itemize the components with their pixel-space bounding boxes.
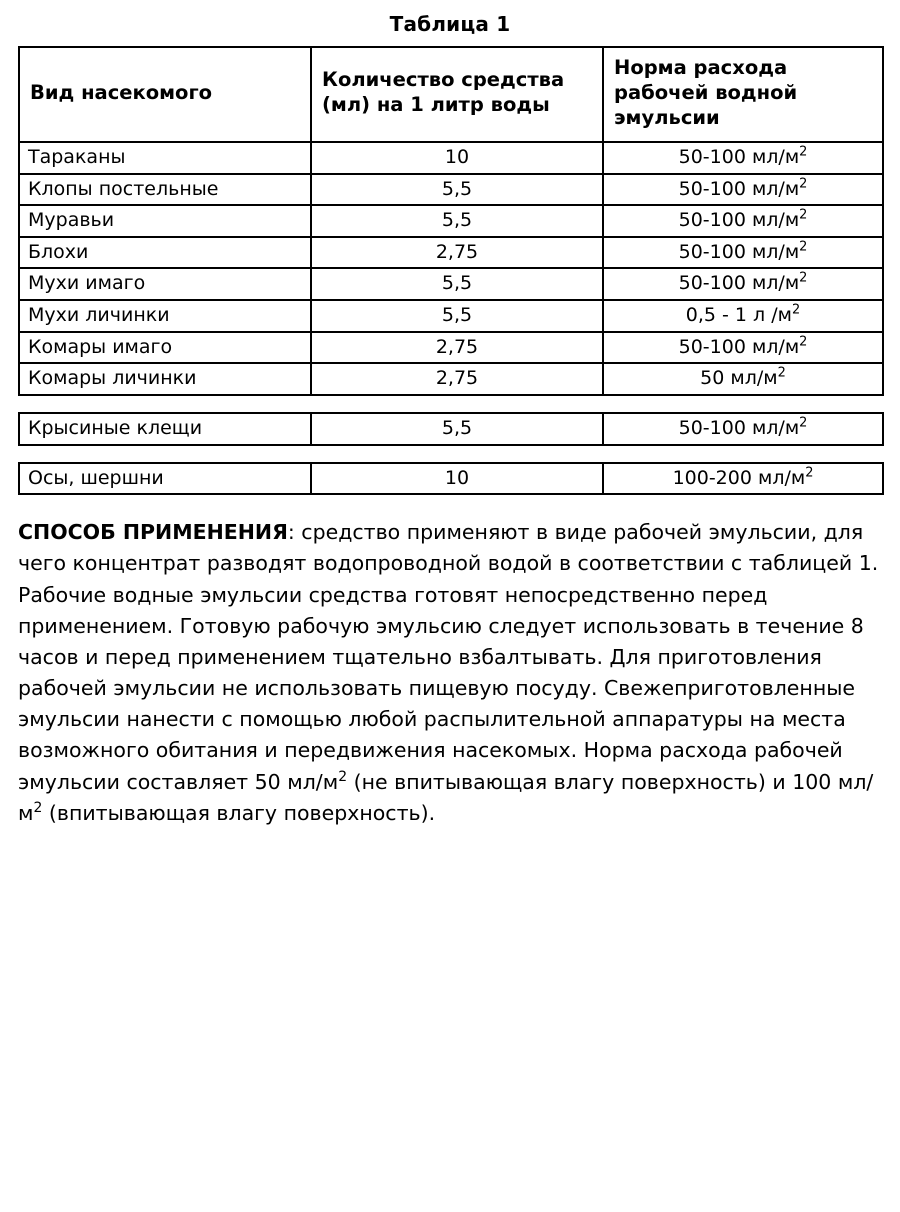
cell-rate [603,142,883,174]
cell-insect: Осы, шершни [19,463,311,495]
cell-rate [603,174,883,206]
cell-insect: Блохи [19,237,311,269]
cell-rate-text: 0,5 - 1 л /м [685,304,792,327]
cell-amount: 2,75 [311,332,603,364]
cell-rate-sup: 2 [799,144,808,160]
table-row [19,268,883,300]
cell-rate-sup: 2 [805,465,814,481]
cell-rate-text: 50-100 мл/м [678,177,800,200]
cell-rate-sup: 2 [799,415,808,431]
cell-rate-sup: 2 [799,207,808,223]
cell-insect: Мухи имаго [19,268,311,300]
table-row [19,363,883,395]
usage-text-3: (впитывающая влагу поверхность). [42,800,436,825]
cell-rate-sup: 2 [799,176,808,192]
table-row [19,142,883,174]
cell-amount: 5,5 [311,268,603,300]
column-header-insect: Вид насекомого [19,47,311,142]
cell-insect: Комары личинки [19,363,311,395]
cell-rate-text: 50-100 мл/м [678,416,800,439]
document-page [0,12,900,1212]
cell-rate-sup: 2 [777,366,786,382]
cell-rate-text: 50-100 мл/м [678,209,800,232]
table-group-separator [19,395,883,413]
usage-text-2: (не впитывающая влагу поверхность) и 100 мл/м [18,769,874,825]
cell-amount: 2,75 [311,237,603,269]
usage-heading: СПОСОБ ПРИМЕНЕНИЯ [18,520,288,545]
cell-rate-text: 50-100 мл/м [678,335,800,358]
cell-rate [603,463,883,495]
cell-rate-sup: 2 [799,334,808,350]
cell-rate-text: 100-200 мл/м [672,466,806,489]
cell-rate [603,268,883,300]
table-head [19,47,883,142]
cell-insect: Мухи личинки [19,300,311,332]
usage-sup-1: 2 [338,768,348,785]
cell-rate-sup: 2 [791,302,801,318]
cell-rate [603,332,883,364]
table-header-row [19,47,883,142]
cell-rate-sup: 2 [799,271,808,287]
cell-insect: Клопы постельные [19,174,311,206]
cell-amount: 10 [311,142,603,174]
table-row [19,332,883,364]
column-header-rate: Норма расхода рабочей водной эмульсии [603,47,883,142]
table-row [19,300,883,332]
usage-sup-2: 2 [33,799,43,816]
cell-amount: 5,5 [311,205,603,237]
table-row [19,413,883,445]
cell-rate-sup: 2 [799,239,808,255]
column-header-amount: Количество средства (мл) на 1 литр воды [311,47,603,142]
cell-insect: Крысиные клещи [19,413,311,445]
cell-rate-text: 50-100 мл/м [678,272,800,295]
table-row [19,205,883,237]
cell-rate-text: 50-100 мл/м [678,145,800,168]
table-row [19,174,883,206]
table-group-separator [19,445,883,463]
cell-amount: 10 [311,463,603,495]
usage-paragraph [18,517,884,829]
table-body-group-1 [19,142,883,494]
cell-rate [603,237,883,269]
cell-insect: Муравьи [19,205,311,237]
dosage-table [18,46,884,495]
cell-amount: 5,5 [311,300,603,332]
cell-rate [603,205,883,237]
cell-rate [603,363,883,395]
table-row [19,463,883,495]
cell-insect: Комары имаго [19,332,311,364]
cell-rate [603,413,883,445]
cell-amount: 5,5 [311,413,603,445]
cell-rate [603,300,883,332]
cell-insect: Тараканы [19,142,311,174]
cell-rate-text: 50 мл/м [700,367,778,390]
table-row [19,237,883,269]
cell-rate-text: 50-100 мл/м [678,240,800,263]
table-title: Таблица 1 [389,12,511,36]
cell-amount: 2,75 [311,363,603,395]
usage-text-1: : средство применяют в виде рабочей эмульсии, для чего концентрат разводят водопроводной водой в соответствии с таблицей 1. Рабочие водные эмульсии средства готовят непосредственно перед применением. Готовую рабочую эмульсию следует использовать в течение 8 часов и перед применением тщательно взбалтывать. Для приготовления рабочей эмульсии не использовать пищевую посуду. Свежеприготовленные эмульсии нанести с помощью любой распылительной аппаратуры на места возможного обитания и передвижения насекомых. Норма расхода рабочей эмульсии составляет 50 мл/м [18,520,879,794]
cell-amount: 5,5 [311,174,603,206]
